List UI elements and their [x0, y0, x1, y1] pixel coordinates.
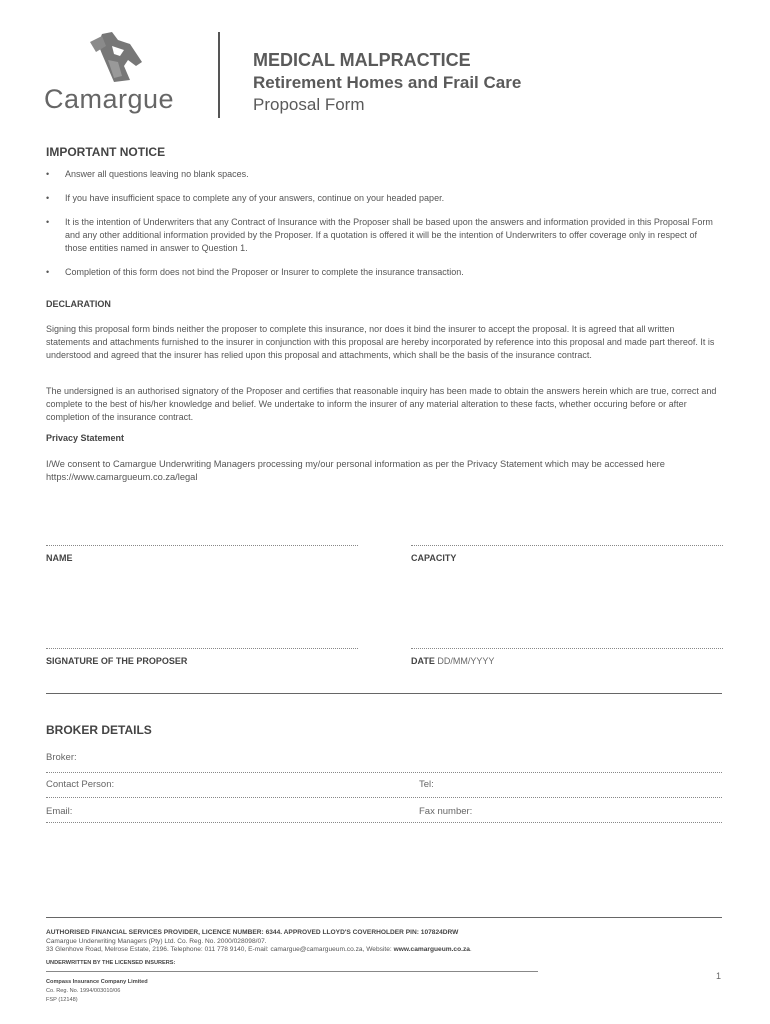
camargue-logo — [44, 32, 194, 112]
date-label — [411, 656, 494, 666]
broker-label: Broker: — [46, 752, 77, 763]
notice-text: If you have insufficient space to complete any of your answers, continue on your headed paper. — [65, 193, 445, 203]
insurer-name: Compass Insurance Company Limited — [46, 979, 148, 985]
email-label: Email: — [46, 806, 73, 817]
contact-person-label: Contact Person: — [46, 779, 115, 790]
company-contact — [46, 946, 472, 953]
logo-wordmark: Camargue — [44, 84, 175, 114]
page-number: 1 — [716, 971, 722, 981]
website-link[interactable]: www.camargueum.co.za — [393, 946, 470, 953]
declaration-paragraph-1: Signing this proposal form binds neither the proposer to complete this insurance, nor does it bind the insurer to accept the proposal. It is agreed that all written statements and attachments furnished to the insurer in conjunction with this proposal are hereby incorporated by reference into this proposal and made part thereof. It is understood and agreed that the insurer has relied upon this proposal and attachments, which shall be the basis of the insurance contract. — [46, 324, 715, 360]
form-title-line1: MEDICAL MALPRACTICE — [253, 50, 471, 70]
declaration-paragraph-2: The undersigned is an authorised signatory of the Proposer and certifies that reasonable inquiry has been made to obtain the answers herein which are true, correct and complete to the best of his/her knowledge and belief. We undertake to inform the insurer of any material alteration to these facts, whether occuring before or after completion of the insurance contract. — [46, 386, 717, 422]
date-label-text: DATE — [411, 656, 435, 666]
footer-divider — [46, 917, 722, 918]
name-label: NAME — [46, 553, 73, 563]
date-input-line[interactable] — [411, 648, 723, 649]
company-address: 33 Glenhove Road, Melrose Estate, 2196. Telephone: 011 778 9140, E-mail: camargue@camargueum.co.za, Website: — [46, 946, 394, 953]
name-input-line[interactable] — [46, 545, 358, 546]
notice-text: Completion of this form does not bind the Proposer or Insurer to complete the insurance transaction. — [65, 267, 464, 277]
insurer-fsp: FSP (12148) — [46, 997, 78, 1003]
privacy-text: I/We consent to Camargue Underwriting Managers processing my/our personal information as per the Privacy Statement which may be accessed here https://www.camargueum.co.za/legal — [46, 459, 665, 482]
bullet-marker: • — [46, 193, 50, 203]
section-divider — [46, 693, 722, 694]
tel-label: Tel: — [419, 779, 434, 790]
horse-head-icon — [84, 32, 148, 84]
form-title-line3: Proposal Form — [253, 95, 365, 114]
form-title-line2: Retirement Homes and Frail Care — [253, 73, 522, 92]
signature-input-line[interactable] — [46, 648, 358, 649]
notice-text: It is the intention of Underwriters that any Contract of Insurance with the Proposer shall be based upon the answers and information provided in this Proposal Form and any other additional information provided by the Proposer. If a quotation is offered it will be the intention of Underwriters to offer coverage only in respect of those entities named in answer to Question 1. — [65, 217, 713, 253]
underwritten-by-heading: UNDERWRITTEN BY THE LICENSED INSURERS: — [46, 960, 176, 966]
bullet-marker: • — [46, 217, 50, 227]
bullet-marker: • — [46, 267, 50, 277]
signature-label: SIGNATURE OF THE PROPOSER — [46, 656, 188, 666]
capacity-input-line[interactable] — [411, 545, 723, 546]
company-registration: Camargue Underwriting Managers (Pty) Ltd. Co. Reg. No. 2000/028098/07. — [46, 938, 267, 945]
important-notice-heading: IMPORTANT NOTICE — [46, 145, 166, 159]
declaration-heading: DECLARATION — [46, 299, 111, 309]
fax-number-label: Fax number: — [419, 806, 473, 817]
fsp-licence-line: AUTHORISED FINANCIAL SERVICES PROVIDER, LICENCE NUMBER: 6344. APPROVED LLOYD'S COVERHOLDER PIN: 107824DRW — [46, 929, 459, 936]
company-contact-end: . — [469, 946, 472, 953]
broker-details-heading: BROKER DETAILS — [46, 723, 152, 737]
privacy-heading: Privacy Statement — [46, 433, 125, 443]
contact-input-line[interactable] — [46, 797, 722, 798]
date-format-hint: DD/MM/YYYY — [437, 656, 495, 666]
insurer-registration: Co. Reg. No. 1994/003010/06 — [46, 988, 121, 994]
email-input-line[interactable] — [46, 822, 722, 823]
capacity-label: CAPACITY — [411, 553, 457, 563]
insurer-divider — [46, 971, 538, 972]
broker-input-line[interactable] — [46, 772, 722, 773]
notice-text: Answer all questions leaving no blank spaces. — [65, 169, 249, 179]
bullet-marker: • — [46, 169, 50, 179]
header-divider — [218, 32, 220, 118]
